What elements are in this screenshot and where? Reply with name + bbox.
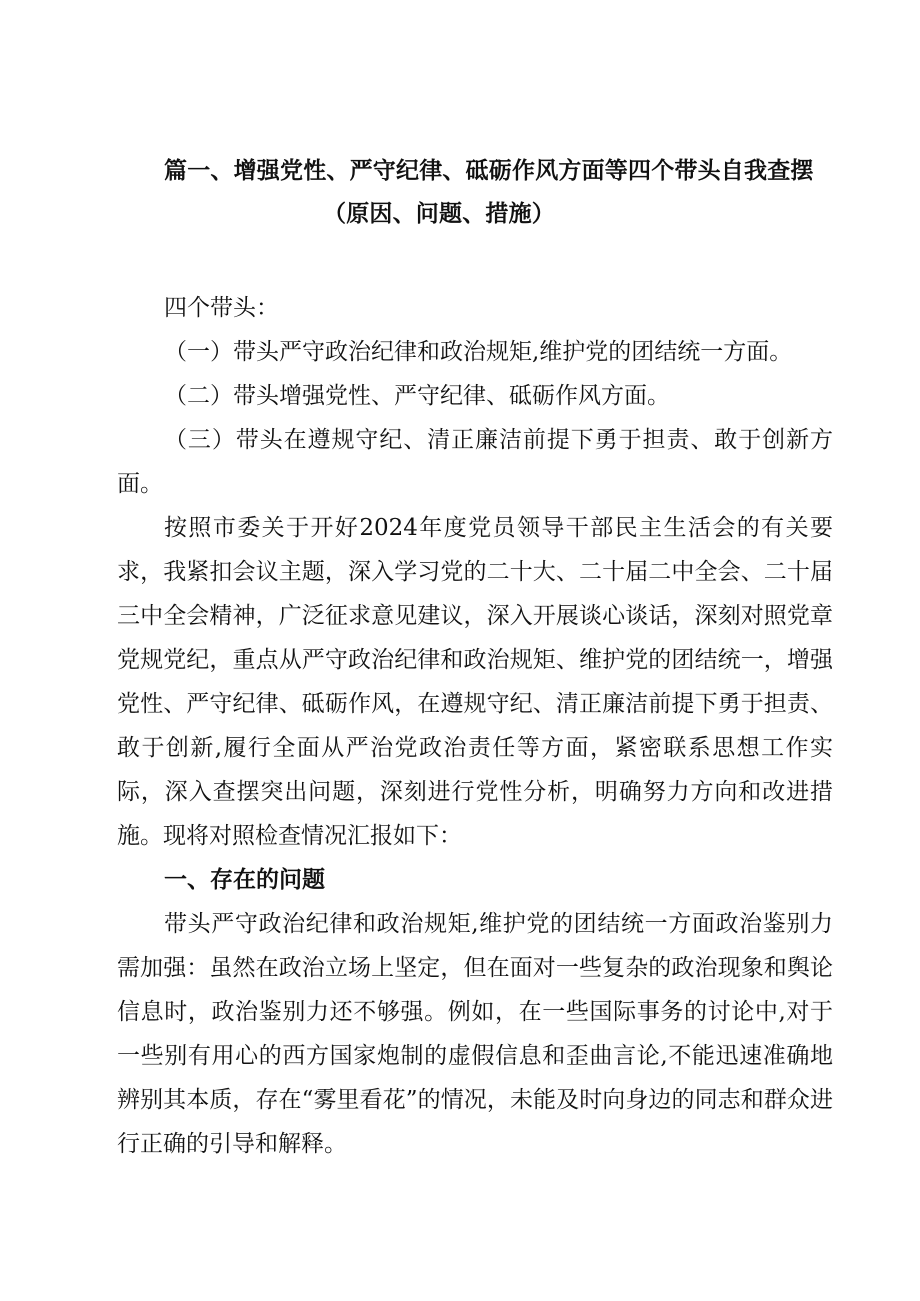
- four-leads-label: 四个带头：: [164, 295, 279, 321]
- intro-paragraph: 按照市委关于开好2024年度党员领导干部民主生活会的有关要求，我紧扣会议主题，深入学习党的二十大、二十届二中全会、二十届三中全会精神，广泛征求意见建议，深入开展谈心谈话，深刻对照党章党规党纪，重点从严守政治纪律和政治规矩、维护党的团结统一，增强党性、严守纪律、砥砺作风，在遵规守纪、清正廉洁前提下勇于担责、敢于创新,履行全面从严治党政治责任等方面，紧密联系思想工作实际，深入查摆突出问题，深刻进行党性分析，明确努力方向和改进措施。现将对照检查情况汇报如下：: [117, 515, 833, 849]
- document-title: 篇一、增强党性、严守纪律、砥砺作风方面等四个带头自我查摆: [164, 157, 814, 184]
- document-subtitle: （原因、问题、措施）: [323, 200, 555, 227]
- section-paragraph: 带头严守政治纪律和政治规矩,维护党的团结统一方面政治鉴别力需加强：虽然在政治立场上坚定，但在面对一些复杂的政治现象和舆论信息时，政治鉴别力还不够强。例如，在一些国际事务的讨论中,对于一些别有用心的西方国家炮制的虚假信息和歪曲言论,不能迅速准确地辨别其本质，存在“雾里看花”的情况，未能及时向身边的同志和群众进行正确的引导和解释。: [117, 911, 833, 1157]
- four-leads-item-1: （一）带头严守政治纪律和政治规矩,维护党的团结统一方面。: [164, 339, 793, 365]
- four-leads-item-3: （三）带头在遵规守纪、清正廉洁前提下勇于担责、敢于创新方面。: [117, 427, 833, 497]
- section-heading: 一、存在的问题: [164, 866, 325, 893]
- four-leads-item-2: （二）带头增强党性、严守纪律、砥砺作风方面。: [164, 383, 670, 409]
